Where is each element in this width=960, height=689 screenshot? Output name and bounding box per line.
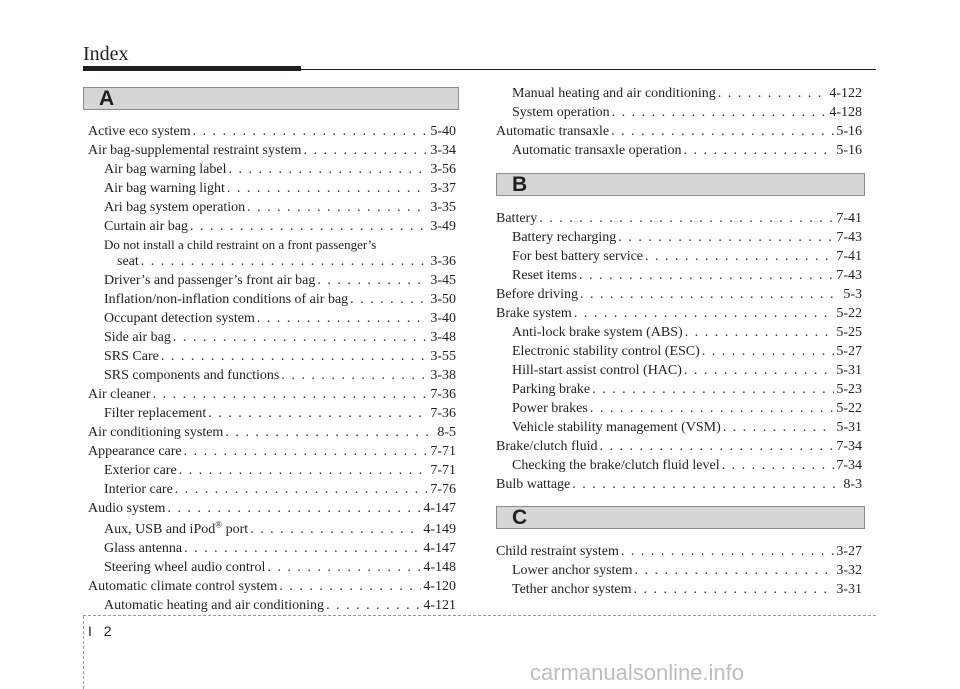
entry-label: Electronic stability control (ESC) — [512, 344, 700, 359]
index-entry — [512, 401, 862, 417]
entry-label: Air bag-supplemental restraint system — [88, 143, 302, 158]
index-entry — [496, 211, 862, 227]
entry-label: Child restraint system — [496, 544, 619, 559]
entry-label: Reset items — [512, 268, 577, 283]
entry-page: 3-55 — [430, 349, 456, 364]
entry-page: 3-34 — [430, 143, 456, 158]
entry-page: 7-43 — [836, 268, 862, 283]
entry-page: 4-149 — [423, 522, 456, 537]
index-entry — [104, 292, 456, 308]
entry-label: Steering wheel audio control — [104, 560, 266, 575]
entry-page: 8-5 — [437, 425, 456, 440]
entry-label: For best battery service — [512, 249, 644, 264]
entry-label: Anti-lock brake system (ABS) — [512, 325, 683, 340]
index-entry — [88, 501, 456, 517]
entry-label: Air conditioning system — [88, 425, 224, 440]
entry-label: Power brakes — [512, 401, 588, 416]
index-entry — [512, 563, 862, 579]
entry-page: 4-147 — [423, 501, 456, 516]
index-entry — [104, 541, 456, 557]
index-entry — [496, 287, 862, 303]
entry-page: 3-35 — [430, 200, 456, 215]
leader-dots — [281, 368, 428, 384]
leader-dots — [153, 387, 429, 403]
index-entry — [104, 273, 456, 289]
entry-page: 7-36 — [430, 387, 456, 402]
leader-dots — [722, 458, 835, 474]
entry-label: Vehicle stability management (VSM) — [512, 420, 721, 435]
entry-page: 3-45 — [430, 273, 456, 288]
entry-page: 3-27 — [836, 544, 862, 559]
index-entry — [104, 219, 456, 235]
header-rule-thick — [83, 66, 301, 71]
index-entry — [88, 444, 456, 460]
entry-label: Side air bag — [104, 330, 171, 345]
entry-page: 3-38 — [430, 368, 456, 383]
entry-page: 5-31 — [836, 363, 862, 378]
entry-page: 7-41 — [836, 249, 862, 264]
index-entry — [512, 458, 862, 474]
entry-label: Occupant detection system — [104, 311, 255, 326]
index-entry — [104, 598, 456, 614]
entry-label: Automatic climate control system — [88, 579, 278, 594]
index-entry — [496, 544, 862, 560]
entry-page: 3-48 — [430, 330, 456, 345]
entry-page: 3-32 — [836, 563, 862, 578]
entry-page: 3-50 — [430, 292, 456, 307]
leader-dots — [228, 162, 428, 178]
entry-page: 5-16 — [836, 143, 862, 158]
entry-label: Battery — [496, 211, 538, 226]
index-entry — [496, 439, 862, 455]
leader-dots — [612, 105, 828, 121]
entry-page: 7-71 — [430, 444, 456, 459]
entry-page: 3-36 — [430, 254, 456, 269]
section-letter-c: C — [512, 506, 528, 529]
index-entry — [104, 162, 456, 178]
entry-label: Automatic transaxle operation — [512, 143, 682, 158]
entry-page: 8-3 — [843, 477, 862, 492]
leader-dots — [250, 522, 421, 538]
leader-dots — [303, 143, 428, 159]
entry-label: Interior care — [104, 482, 173, 497]
leader-dots — [590, 401, 835, 417]
section-letter-b: B — [512, 173, 528, 196]
entry-page: 5-22 — [836, 306, 862, 321]
entry-page: 7-34 — [836, 439, 862, 454]
entry-label: System operation — [512, 105, 610, 120]
entry-page: 7-36 — [430, 406, 456, 421]
leader-dots — [718, 86, 828, 102]
entry-label: Curtain air bag — [104, 219, 188, 234]
leader-dots — [279, 579, 421, 595]
entry-page: 4-120 — [423, 579, 456, 594]
entry-label: Manual heating and air conditioning — [512, 86, 716, 101]
index-entry — [104, 237, 456, 253]
leader-dots — [227, 181, 428, 197]
leader-dots — [267, 560, 421, 576]
leader-dots — [579, 268, 834, 284]
watermark: carmanualsonline.info — [530, 660, 745, 685]
leader-dots — [685, 325, 835, 341]
entry-page: 3-49 — [430, 219, 456, 234]
entry-label: Air bag warning label — [104, 162, 227, 177]
leader-dots — [572, 477, 841, 493]
entry-label: Before driving — [496, 287, 579, 302]
leader-dots — [723, 420, 835, 436]
entry-label: Brake system — [496, 306, 572, 321]
index-entry — [104, 368, 456, 384]
leader-dots — [326, 598, 421, 614]
index-entry — [104, 200, 456, 216]
leader-dots — [635, 563, 835, 579]
entry-page: 5-23 — [836, 382, 862, 397]
entry-label: Hill-start assist control (HAC) — [512, 363, 682, 378]
leader-dots — [184, 444, 429, 460]
leader-dots — [684, 143, 835, 159]
index-entry — [104, 311, 456, 327]
leader-dots — [161, 349, 428, 365]
entry-label: seat — [117, 254, 139, 269]
leader-dots — [634, 582, 835, 598]
entry-page: 5-16 — [836, 124, 862, 139]
index-entry — [88, 387, 456, 403]
leader-dots — [539, 211, 834, 227]
index-entry — [104, 560, 456, 576]
leader-dots — [141, 254, 429, 270]
leader-dots — [208, 406, 428, 422]
leader-dots — [184, 541, 421, 557]
entry-label: Checking the brake/clutch fluid level — [512, 458, 720, 473]
entry-label: Ari bag system operation — [104, 200, 246, 215]
entry-page: 5-40 — [430, 124, 456, 139]
section-header-b — [496, 173, 865, 196]
index-entry — [512, 420, 862, 436]
index-entry — [88, 143, 456, 159]
entry-label: Air cleaner — [88, 387, 151, 402]
leader-dots — [167, 501, 421, 517]
entry-page: 7-43 — [836, 230, 862, 245]
entry-label: Audio system — [88, 501, 166, 516]
index-entry — [496, 306, 862, 322]
section-header-c — [496, 506, 865, 529]
entry-label: Air bag warning light — [104, 181, 225, 196]
entry-label: Lower anchor system — [512, 563, 633, 578]
entry-label: Filter replacement — [104, 406, 207, 421]
index-entry — [104, 463, 456, 479]
entry-label: Glass antenna — [104, 541, 183, 556]
entry-label: SRS components and functions — [104, 368, 280, 383]
entry-page: 4-121 — [423, 598, 456, 613]
entry-label: Driver’s and passenger’s front air bag — [104, 273, 316, 288]
index-entry — [512, 582, 862, 598]
entry-page: 4-147 — [423, 541, 456, 556]
leader-dots — [179, 463, 429, 479]
entry-label: Exterior care — [104, 463, 177, 478]
leader-dots — [592, 382, 834, 398]
entry-label: Aux, USB and iPod® port — [104, 519, 249, 537]
leader-dots — [175, 482, 429, 498]
leader-dots — [257, 311, 428, 327]
index-entry — [104, 406, 456, 422]
index-entry — [512, 105, 862, 121]
entry-label: Active eco system — [88, 124, 191, 139]
entry-label: SRS Care — [104, 349, 159, 364]
index-entry — [104, 519, 456, 538]
leader-dots — [611, 124, 834, 140]
index-entry — [512, 86, 862, 102]
leader-dots — [190, 219, 428, 235]
index-entry — [512, 363, 862, 379]
entry-label: Inflation/non-inflation conditions of air bag — [104, 292, 349, 307]
leader-dots — [350, 292, 428, 308]
leader-dots — [599, 439, 834, 455]
entry-page: 7-71 — [430, 463, 456, 478]
entry-label: Automatic heating and air conditioning — [104, 598, 325, 613]
leader-dots — [618, 230, 834, 246]
index-entry — [512, 230, 862, 246]
index-entry — [496, 477, 862, 493]
index-entry — [496, 124, 862, 140]
section-letter-a: A — [99, 87, 115, 110]
index-entry — [512, 143, 862, 159]
footer-rule — [83, 615, 876, 616]
index-entry — [104, 330, 456, 346]
entry-label: Tether anchor system — [512, 582, 632, 597]
entry-page: 5-31 — [836, 420, 862, 435]
index-entry — [512, 268, 862, 284]
index-entry — [104, 181, 456, 197]
section-header-a — [83, 87, 459, 110]
index-entry — [512, 249, 862, 265]
leader-dots — [702, 344, 835, 360]
leader-dots — [173, 330, 428, 346]
entry-page: 4-148 — [423, 560, 456, 575]
entry-page: 4-128 — [829, 105, 862, 120]
leader-dots — [684, 363, 834, 379]
entry-label: Parking brake — [512, 382, 591, 397]
index-entry — [512, 344, 862, 360]
entry-label: Brake/clutch fluid — [496, 439, 598, 454]
entry-page: 7-76 — [430, 482, 456, 497]
entry-page: 5-22 — [836, 401, 862, 416]
entry-page: 7-34 — [836, 458, 862, 473]
entry-page: 5-25 — [836, 325, 862, 340]
index-entry — [88, 579, 456, 595]
index-entry — [117, 254, 456, 270]
leader-dots — [193, 124, 429, 140]
entry-page: 4-122 — [829, 86, 862, 101]
leader-dots — [317, 273, 428, 289]
entry-page: 7-41 — [836, 211, 862, 226]
entry-page: 3-40 — [430, 311, 456, 326]
index-entry — [512, 325, 862, 341]
entry-page: 3-31 — [836, 582, 862, 597]
leader-dots — [580, 287, 841, 303]
index-entry — [104, 349, 456, 365]
leader-dots — [621, 544, 834, 560]
page-title: Index — [83, 43, 129, 65]
entry-page: 5-3 — [843, 287, 862, 302]
entry-page: 3-56 — [430, 162, 456, 177]
entry-page: 5-27 — [836, 344, 862, 359]
index-entry — [104, 482, 456, 498]
footer-vertical-rule — [83, 616, 84, 689]
entry-label: Automatic transaxle — [496, 124, 610, 139]
entry-label: Battery recharging — [512, 230, 617, 245]
entry-label: Bulb wattage — [496, 477, 571, 492]
index-entry — [88, 425, 456, 441]
index-entry — [88, 124, 456, 140]
leader-dots — [225, 425, 435, 441]
index-entry — [512, 382, 862, 398]
leader-dots — [574, 306, 835, 322]
header-rule-thin — [301, 69, 876, 70]
entry-label: Appearance care — [88, 444, 182, 459]
leader-dots — [645, 249, 834, 265]
entry-page: 3-37 — [430, 181, 456, 196]
leader-dots — [247, 200, 428, 216]
entry-label: Do not install a child restraint on a front passenger’s — [104, 237, 377, 252]
page-number: I 2 — [88, 623, 116, 639]
